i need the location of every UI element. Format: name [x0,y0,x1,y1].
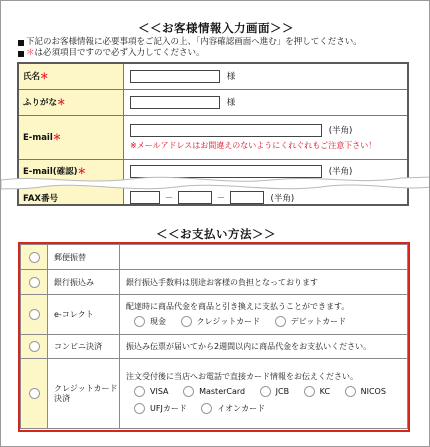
email-input[interactable] [130,124,322,137]
payment-name-postal: 郵便振替 [48,245,120,270]
option-radio[interactable] [260,386,271,397]
option-radio[interactable] [134,386,145,397]
row-name [18,63,408,89]
payment-method-title: ＜＜お支払い方法＞＞ [156,227,276,241]
payment-desc-bank: 銀行振込手数料は別途お客様の負担となっております [120,270,408,295]
furigana-suffix: 様 [226,98,236,108]
ecollect-option-debit[interactable]: デビットカード [275,316,346,327]
fax-dash-1: － [164,193,174,204]
field-name [124,63,409,89]
card-option-mastercard[interactable]: MasterCard [183,386,245,397]
fax-dash-2: － [216,193,226,204]
field-email [124,115,409,159]
name-suffix: 様 [226,72,236,83]
radio-cell [21,295,48,335]
option-radio[interactable] [345,386,356,397]
payment-row-credit [21,359,408,429]
postal-transfer-radio[interactable] [29,252,40,263]
card-option-jcb[interactable]: JCB [260,386,289,397]
payment-row-conveni [21,335,408,359]
option-radio[interactable] [275,316,286,327]
option-radio[interactable] [183,386,194,397]
note-2-text: は必須項目ですので必ず入力してください。 [34,48,205,58]
ecollect-radio[interactable] [29,309,40,320]
email-suffix: (半角) [328,126,353,136]
credit-description: 注文受付後に当店へお電話で直接カード情報をお伝えください。 [126,372,358,381]
conveni-radio[interactable] [29,341,40,352]
label-email-confirm: E-mail(確認)＊ [18,159,124,183]
bullet-square-icon [18,40,24,46]
label-fax: FAX番号 [18,183,124,205]
email-confirm-suffix: (半角) [328,167,353,177]
torn-edge-divider [1,171,430,193]
note-line-2 [18,48,362,59]
required-mark: ＊ [26,48,35,58]
option-radio[interactable] [134,316,145,327]
card-option-aeon[interactable]: イオンカード [201,403,265,414]
option-radio[interactable] [181,316,192,327]
payment-name-credit: クレジットカード決済 [48,359,120,429]
payment-row-ecollect [21,295,408,335]
label-name: 氏名＊ [18,63,124,89]
form-notes [18,37,362,59]
payment-row-postal [21,245,408,270]
radio-cell [21,359,48,429]
radio-cell [21,245,48,270]
furigana-input[interactable] [130,96,220,109]
label-furigana: ふりがな＊ [18,89,124,115]
label-email: E-mail＊ [18,115,124,159]
bank-transfer-radio[interactable] [29,277,40,288]
fax-suffix: (半角) [270,193,295,204]
credit-card-radio[interactable] [29,388,40,399]
payment-name-ecollect: e-コレクト [48,295,120,335]
field-furigana [124,89,409,115]
radio-cell [21,270,48,295]
option-radio[interactable] [201,403,212,414]
customer-info-title: ＜＜お客様情報入力画面＞＞ [138,21,294,35]
option-radio[interactable] [304,386,315,397]
credit-card-options-2 [126,403,407,416]
payment-method-table [18,242,410,432]
payment-name-bank: 銀行振込み [48,270,120,295]
card-option-nicos[interactable]: NICOS [345,386,386,397]
option-radio[interactable] [134,403,145,414]
note-1-text: 下記のお客様情報に必要事項をご記入の上、「内容確認画面へ進む」を押してください。 [26,37,362,47]
payment-row-bank [21,270,408,295]
bullet-square-icon [18,51,24,57]
payment-desc-credit [120,359,408,429]
row-furigana [18,89,408,115]
ecollect-option-credit[interactable]: クレジットカード [181,316,261,327]
ecollect-option-cash[interactable]: 現金 [134,316,166,327]
name-input[interactable] [130,70,220,83]
payment-desc-postal [120,245,408,270]
card-option-kc[interactable]: KC [304,386,330,397]
card-option-visa[interactable]: VISA [134,386,169,397]
ecollect-options [126,316,407,329]
card-option-ufj[interactable]: UFJカード [134,403,187,414]
payment-desc-conveni: 振込み伝票が届いてから2週間以内に商品代金をお支払いください。 [120,335,408,359]
note-line-1 [18,37,362,48]
credit-card-options [126,386,407,399]
email-warning: ※メールアドレスはお間違えのないようにくれぐれもご注意下さい！ [130,140,377,150]
ecollect-description: 配達時に商品代金を商品と引き換えに支払うことができます。 [126,301,350,311]
row-email [18,115,408,159]
payment-name-conveni: コンビニ決済 [48,335,120,359]
payment-desc-ecollect [120,295,408,335]
radio-cell [21,335,48,359]
